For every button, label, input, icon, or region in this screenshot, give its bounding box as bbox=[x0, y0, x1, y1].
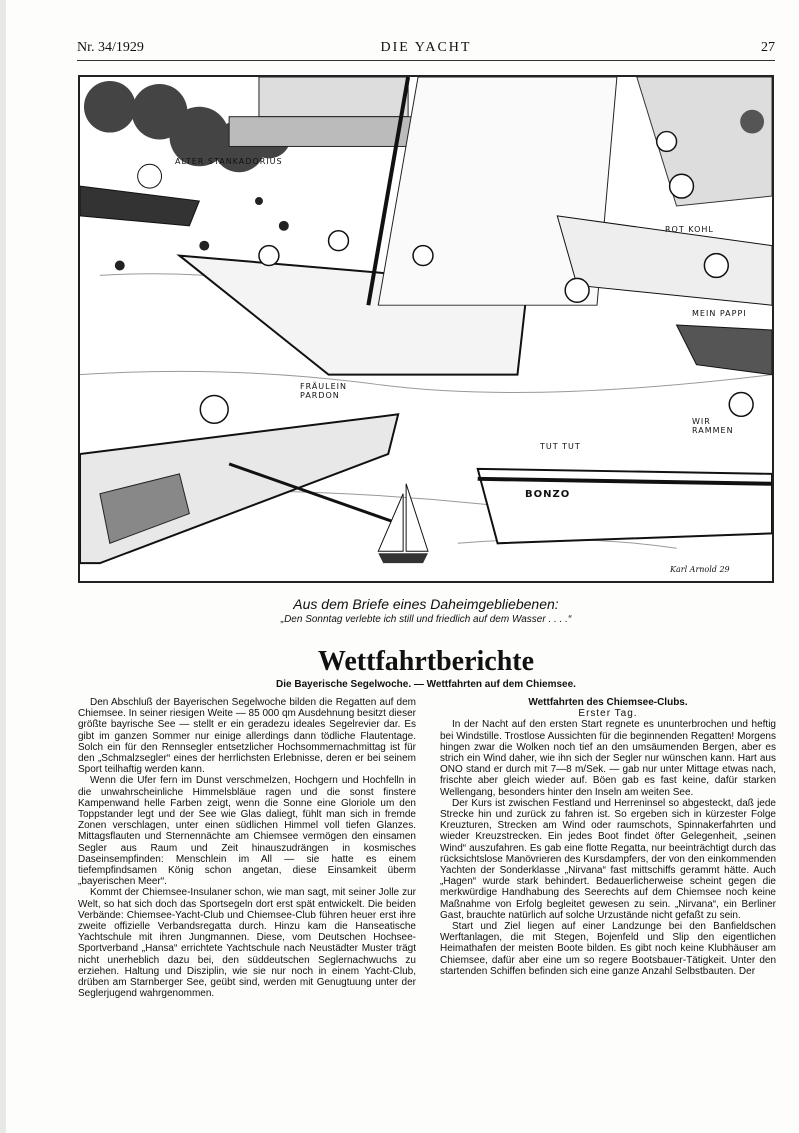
paragraph: Start und Ziel liegen auf einer Landzunge bei den Banfieldschen Werftanlagen, die mit Stegen, Bojenfeld und Slip den eigentlichen Heimathafen der meisten Boote bilden. Es gibt noch keine Klubhäuser am Chiemsee, dafür aber eine um so regere Bootsbauer-Tätigkeit. Unter den startenden Schiffen befinden sich eine ganze Anzahl Selbstbauten. Der bbox=[440, 921, 776, 977]
illustration-caption: Aus dem Briefe eines Daheimgebliebenen: bbox=[293, 596, 559, 612]
section-heading: Wettfahrten des Chiemsee-Clubs. bbox=[528, 697, 688, 708]
page-binding-edge bbox=[0, 0, 6, 1133]
article-subtitle: Die Bayerische Segelwoche. — Wettfahrten auf dem Chiemsee. bbox=[276, 679, 576, 690]
page-header bbox=[77, 40, 775, 60]
illustration-quote: „Den Sonntag verlebte ich still und friedlich auf dem Wasser . . . .“ bbox=[280, 614, 572, 625]
label-fraeulein-pardon: FRÄULEIN PARDON bbox=[300, 382, 348, 400]
cartoon-drawing bbox=[80, 77, 772, 581]
magazine-name: DIE YACHT bbox=[380, 40, 472, 55]
paragraph: Den Abschluß der Bayerischen Segelwoche bilden die Regatten auf dem Chiemsee. In seiner riesigen Weite — 85 000 qm Ausdehnung besitzt dieser größte bayrische See — stellt er ein geradezu ideales Segelrevier dar. Es gibt im ganzen Sommer nur einige allerdings dann tödliche Flautentage. Solch ein für den Rennsegler entsetzlicher Hochsommernachmittag ist für den „Schmalzsegler“ eines der herrlichsten Erlebnisse, deren er bei seinem Sport teilhaftig werden kann. bbox=[78, 697, 416, 776]
paragraph: Der Kurs ist zwischen Festland und Herreninsel so abgesteckt, daß jede Strecke hin und zurück zu fahren ist. So ergeben sich in kürzester Folge Kreuzturen, Strecken am Wind oder raumschots, Spinnakerfahrten und wieder Kreuzstrecken. Ein jedes Boot findet öfter Gelegenheit, „seinen Wind“ auszufahren. Es gab eine flotte Regatta, nur beeinträchtigt durch das rücksichtslose Manövrieren des Kursdampfers, der von den einkommenden Yachten der Sonderklasse „Nirvana“ fast mittschiffs gerammt hätte. Auch „Hagen“ wurde stark behindert. Bedauerlicherweise scheint gegen die merkwürdige Handhabung des Seerechts auf dem Chiemsee noch keine Maßnahme von Erfolg begleitet gewesen zu sein. „Nirvana“, ein Berliner Gast, brauchte natürlich auf solche Urzustände nicht gefaßt zu sein. bbox=[440, 797, 776, 921]
label-rot-kohl: ROT KOHL bbox=[665, 225, 714, 234]
label-wir-rammen: WIR RAMMEN bbox=[692, 417, 734, 435]
paragraph: In der Nacht auf den ersten Start regnete es ununterbrochen und heftig bei Windstille. Trostlose Aussichten für die beginnenden Regatten! Morgens hingen zwar die Wolken noch tief an den umsäumenden Bergen, aber es strich ein Wind daher, wie ihn sich der Segler nur wünschen kann. Hart aus ONO stand er durch mit 7—8 m/Sek. — gab nur unter Mittage etwas nach, frischte aber gleich wieder auf. Böen gab es fast keine, dafür starken Wellengang, besonders hinter den Inseln am weiten See. bbox=[440, 719, 776, 798]
left-column bbox=[78, 697, 416, 999]
issue-number: Nr. 34/1929 bbox=[77, 40, 144, 55]
page-number: 27 bbox=[761, 40, 775, 55]
artist-signature: Karl Arnold 29 bbox=[670, 565, 730, 574]
header-rule bbox=[77, 60, 775, 61]
label-stankadorius: ALTER STANKADORIUS bbox=[175, 157, 283, 166]
section-subheading: Erster Tag. bbox=[578, 708, 638, 720]
label-bonzo: BONZO bbox=[525, 489, 571, 500]
cartoon-illustration bbox=[78, 75, 774, 583]
right-column bbox=[440, 697, 776, 977]
article-title: Wettfahrtberichte bbox=[317, 646, 535, 677]
label-mein-pappi: MEIN PAPPI bbox=[692, 309, 747, 318]
paragraph: Kommt der Chiemsee-Insulaner schon, wie man sagt, mit seiner Jolle zur Welt, so hat sich doch das Sportsegeln dort erst spät entwickelt. Die beiden Verbände: Chiemsee-Yacht-Club und Chiemsee-Club führen heuer erst ihre zweite offizielle Verbandsregatta durch. Hinzu kam die Hanseatische Yachtschule mit ihren Jungmannen. Diese, vom Deutschen Hochsee-Sportverband „Hansa“ errichtete Yachtschule nach Neustädter Muster trägt nicht unerheblich dazu bei, den süddeutschen Seglernachwuchs zu erziehen. Haltung und Disziplin, wie sie nur noch in einem Yacht-Club, drüben am Starnberger See, geübt sind, werden mit Genugtuung unter der Seglerjugend wahrgenommen. bbox=[78, 887, 416, 1000]
label-tut-tut: TUT TUT bbox=[540, 442, 581, 451]
paragraph: Wenn die Ufer fern im Dunst verschmelzen, Hochgern und Hochfelln in die unwahrscheinliche Himmelsbläue ragen und die sonst finstere Kampenwand helle Farben zeigt, wenn die Sonne eine Gloriole um den Toppstander legt und der See wie Glas daliegt, fühlt man sich in fremde Zonen verschlagen, unter einen südlichen Himmel voll tiefen Glanzes. Mittagsflauten und Sternennächte am Chiemsee vermögen den einsamen Segler aus Raum und Zeit hinauszudrängen in kosmisches Daseinsempfinden: Menschlein im All — sie hatte es einem tiefempfindsamen König schon angetan, diese Einsamkeit überm „bayerischen Meer“. bbox=[78, 775, 416, 888]
